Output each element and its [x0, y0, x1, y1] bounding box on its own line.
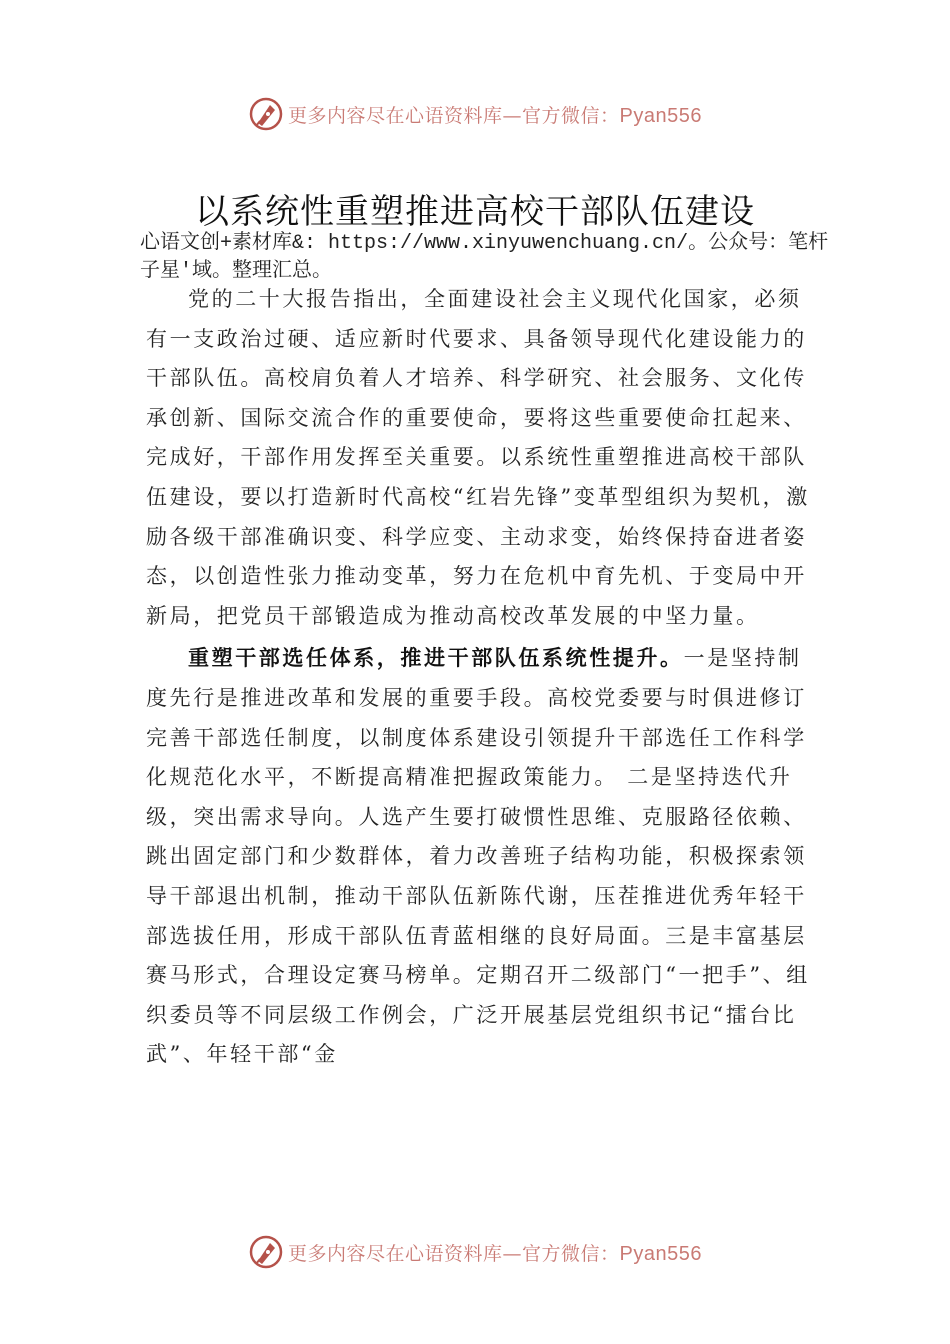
header-watermark [0, 94, 950, 134]
section-heading: 重塑干部选任体系，推进干部队伍系统性提升。 [188, 645, 684, 671]
watermark-label: 更多内容尽在心语资料库—官方微信： [288, 104, 620, 127]
watermark-text [288, 1239, 702, 1266]
watermark-text [288, 101, 702, 128]
paragraph-section-1 [146, 638, 814, 1075]
footer-watermark [0, 1232, 950, 1272]
watermark-handle: Pyan556 [619, 1242, 702, 1265]
document-title: 以系统性重塑推进高校干部队伍建设 [195, 192, 755, 232]
paragraph-intro: 党的二十大报告指出，全面建设社会主义现代化国家，必须有一支政治过硬、适应新时代要求、具备领导现代化建设能力的干部队伍。高校肩负着人才培养、科学研究、社会服务、文化传承创新、国际交流合作的重要使命，要将这些重要使命扛起来、完成好，干部作用发挥至关重要。以系统性重塑推进高校干部队伍建设，要以打造新时代高校“红岩先锋”变革型组织为契机，激励各级干部准确识变、科学应变、主动求变，始终保持奋进者姿态，以创造性张力推动变革，努力在危机中育先机、于变局中开新局，把党员干部锻造成为推动高校改革发展的中坚力量。 [146, 287, 810, 628]
document-body [146, 280, 814, 1075]
pen-nib-icon [248, 96, 284, 132]
pen-nib-icon [248, 1234, 284, 1270]
section-body: 一是坚持制度先行是推进改革和发展的重要手段。高校党委要与时俱进修订完善干部选任制度，以制度体系建设引领提升干部选任工作科学化规范化水平，不断提高精准把握政策能力。 二是坚持迭代升级，突出需求导向。人选产生要打破惯性思维、克服路径依赖、跳出固定部门和少数群体，着力改善班子结构功能，积极探索领导干部退出机制，推动干部队伍新陈代谢，压茬推进优秀年轻干部选拔任用，形成干部队伍青蓝相继的良好局面。三是丰富基层赛马形式，合理设定赛马榜单。定期召开二级部门“一把手”、组织委员等不同层级工作例会，广泛开展基层党组织书记“擂台比武”、年轻干部“金 [146, 646, 810, 1067]
watermark-label: 更多内容尽在心语资料库—官方微信： [288, 1242, 620, 1265]
watermark-handle: Pyan556 [619, 104, 702, 127]
source-note: 心语文创+素材库&: https://www.xinyuwenchuang.cn/。公众号：笔杆子星'域。整理汇总。 [140, 232, 829, 283]
